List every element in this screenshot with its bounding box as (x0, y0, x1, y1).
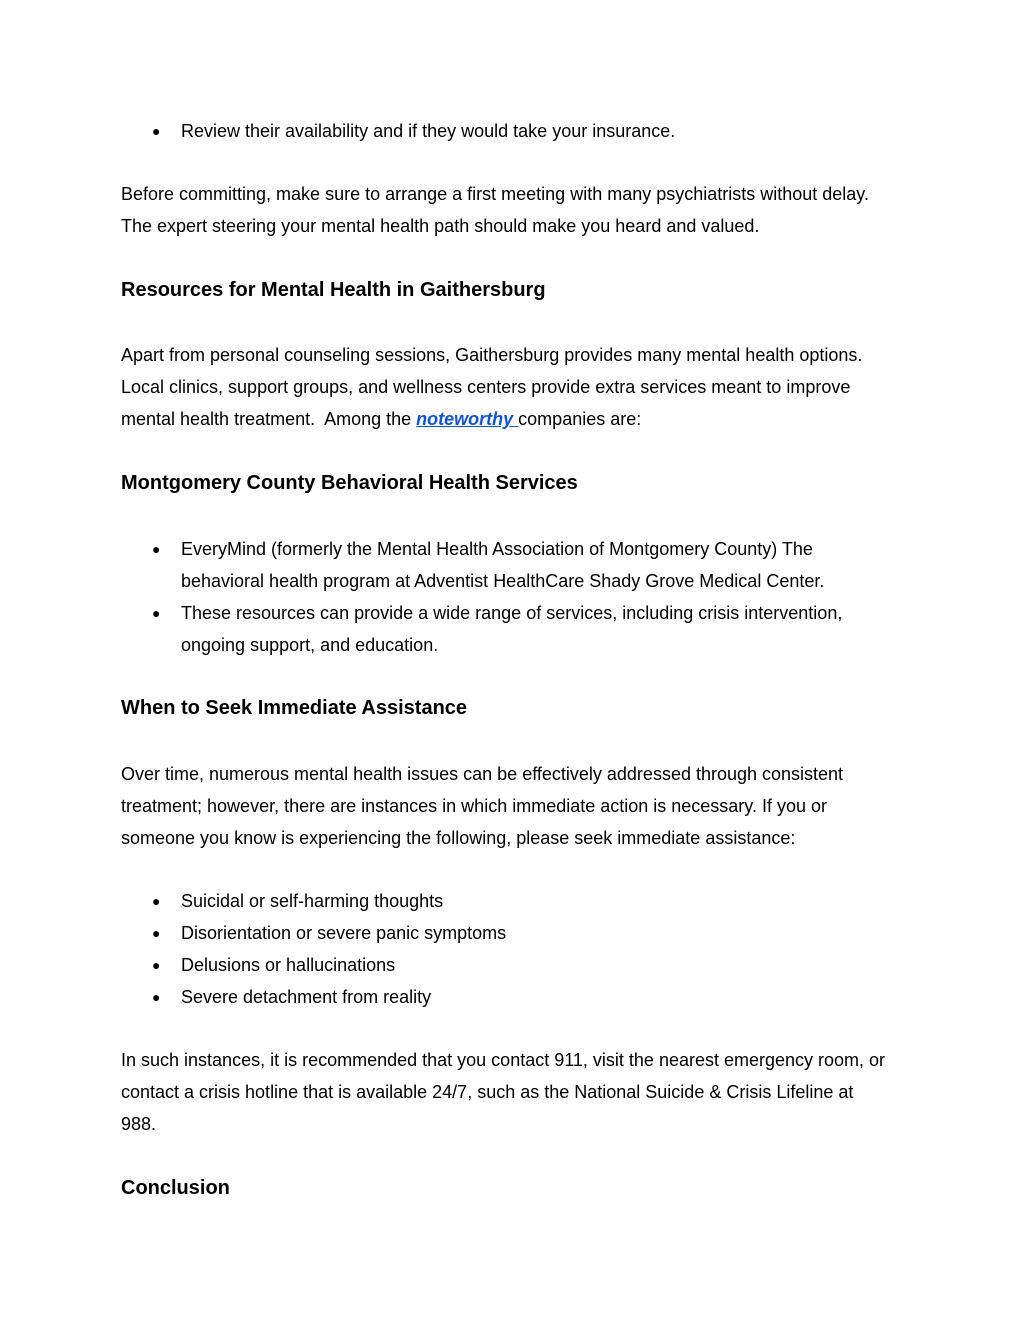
paragraph-emergency (121, 1044, 911, 1140)
paragraph-line: In such instances, it is recommended that you contact 911, visit the nearest emergency room, or (121, 1050, 886, 1070)
heading-montgomery-services: Montgomery County Behavioral Health Services (121, 472, 578, 494)
heading-conclusion: Conclusion (121, 1177, 230, 1199)
bullet-icon: ● (152, 989, 161, 1005)
bullet-icon: ● (152, 957, 161, 973)
paragraph-line: Local clinics, support groups, and wellness centers provide extra services meant to improve (121, 377, 851, 397)
bullet-icon: ● (152, 893, 161, 909)
list-item-line: behavioral health program at Adventist HealthCare Shady Grove Medical Center. (181, 571, 825, 591)
paragraph-line: Over time, numerous mental health issues can be effectively addressed through consistent (121, 764, 844, 784)
paragraph-first-meeting (121, 178, 911, 242)
bullet-icon: ● (152, 541, 161, 557)
paragraph-resources (121, 339, 911, 435)
list-item-text: Review their availability and if they would take your insurance. (181, 121, 676, 141)
list-item-text: Suicidal or self-harming thoughts (181, 891, 444, 911)
list-item-text: Severe detachment from reality (181, 987, 432, 1007)
list-item-line: EveryMind (formerly the Mental Health Association of Montgomery County) The (181, 539, 813, 559)
paragraph-line (121, 403, 911, 435)
paragraph-line: treatment; however, there are instances in which immediate action is necessary. If you or (121, 796, 827, 816)
list-item-text: Disorientation or severe panic symptoms (181, 923, 507, 943)
paragraph-text: mental health treatment. Among the (121, 409, 417, 429)
bullet-icon: ● (152, 123, 161, 139)
intro-bullet-list (121, 115, 911, 147)
list-item (121, 981, 911, 1013)
list-item (121, 115, 911, 147)
paragraph-immediate (121, 758, 911, 854)
noteworthy-link[interactable]: noteworthy (416, 409, 519, 429)
list-item (121, 917, 911, 949)
list-item-text: Delusions or hallucinations (181, 955, 396, 975)
list-item (121, 949, 911, 981)
list-item (121, 597, 911, 661)
paragraph-line: Before committing, make sure to arrange a first meeting with many psychiatrists without delay. (121, 184, 869, 204)
paragraph-line: someone you know is experiencing the following, please seek immediate assistance: (121, 828, 796, 848)
paragraph-line: 988. (121, 1114, 157, 1134)
list-item (121, 533, 911, 597)
bullet-icon: ● (152, 605, 161, 621)
heading-immediate-assistance: When to Seek Immediate Assistance (121, 697, 468, 719)
bullet-icon: ● (152, 925, 161, 941)
paragraph-line: The expert steering your mental health path should make you heard and valued. (121, 216, 760, 236)
paragraph-line: Apart from personal counseling sessions, Gaithersburg provides many mental health options. (121, 345, 863, 365)
paragraph-text: companies are: (518, 409, 642, 429)
list-item-line: ongoing support, and education. (181, 635, 439, 655)
paragraph-line: contact a crisis hotline that is available 24/7, such as the National Suicide & Crisis Lifeline at (121, 1082, 854, 1102)
montgomery-bullet-list (121, 533, 911, 661)
symptoms-bullet-list (121, 885, 911, 1013)
list-item-line: These resources can provide a wide range of services, including crisis intervention, (181, 603, 843, 623)
heading-resources: Resources for Mental Health in Gaithersburg (121, 279, 546, 301)
list-item (121, 885, 911, 917)
